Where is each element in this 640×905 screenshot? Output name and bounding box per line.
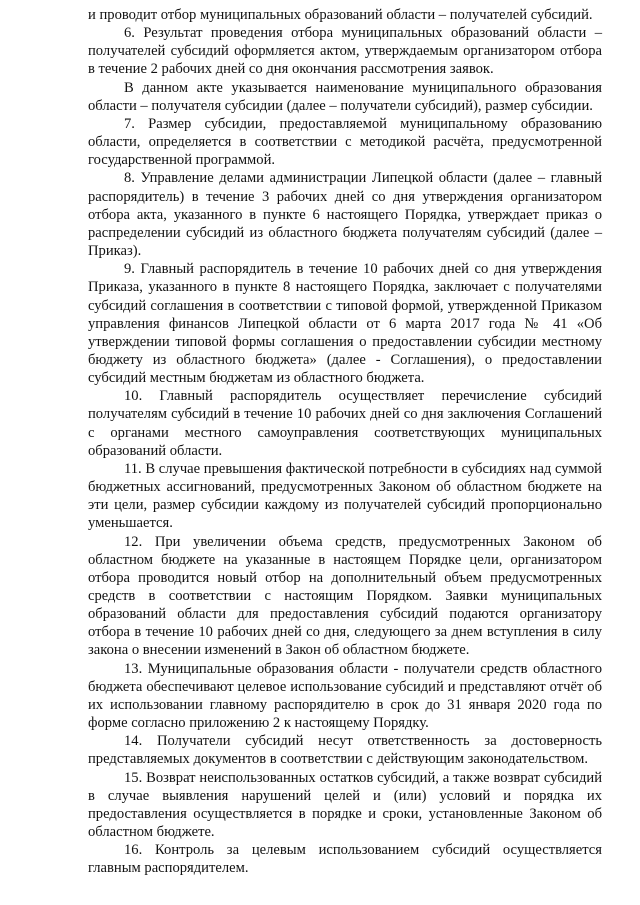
paragraph-item-7: 7. Размер субсидии, предоставляемой муниципальному образованию области, определяется в соответствии с методикой расчёта, предусмотренной государственной программой. — [88, 115, 602, 169]
paragraph-item-8: 8. Управление делами администрации Липецкой области (далее – главный распорядитель) в течение 3 рабочих дней со дня утверждения организатором отбора акта, указанного в пункте 6 настоящего Порядка, утверждает приказ о распределении субсидий из областного бюджета получателям субсидий (далее – Приказ). — [88, 170, 602, 260]
paragraph-item-10: 10. Главный распорядитель осуществляет перечисление субсидий получателям субсидий в течение 10 рабочих дней со дня заключения Соглашений с органами местного самоуправления соответствующих муниципальных образований области. — [88, 388, 602, 459]
paragraph-item-15: 15. Возврат неиспользованных остатков субсидий, а также возврат субсидий в случае выявления нарушений целей и (или) условий и порядка их предоставления осуществляется в порядке и сроки, установленные Законом об областном бюджете. — [88, 769, 602, 841]
paragraph-continuation: и проводит отбор муниципальных образований области – получателей субсидий. — [88, 7, 593, 23]
paragraph-item-14: 14. Получатели субсидий несут ответственность за достоверность представляемых документов в соответствии с действующим законодательством. — [88, 733, 602, 768]
paragraph-item-6-note: В данном акте указывается наименование муниципального образования области – получателя субсидии (далее – получатели субсидий), размер субсидии. — [88, 79, 602, 114]
paragraph-item-6: 6. Результат проведения отбора муниципальных образований области – получателей субсидий оформляется актом, утверждаемым организатором отбора в течение 2 рабочих дней со дня окончания рассмотрения заявок. — [88, 25, 602, 78]
paragraph-item-11: 11. В случае превышения фактической потребности в субсидиях над суммой бюджетных ассигнований, предусмотренных Законом об областном бюджете на эти цели, размер субсидии каждому из получателей субсидий пропорционально уменьшается. — [88, 460, 602, 532]
paragraph-item-13: 13. Муниципальные образования области - получатели средств областного бюджета обеспечивают целевое использование субсидий и представляют отчёт об их использовании главному распорядителю в срок до 31 января 2020 года по форме согласно приложению 2 к настоящему Порядку. — [88, 660, 602, 732]
paragraph-item-16: 16. Контроль за целевым использованием субсидий осуществляется главным распорядителем. — [88, 842, 602, 877]
paragraph-item-12: 12. При увеличении объема средств, предусмотренных Законом об областном бюджете на указанные в настоящем Порядке цели, организатором отбора проводится новый отбор на дополнительный объем предусмотренных средств в соответствии с настоящим Порядком. Заявки муниципальных образований области для предоставления субсидий подаются организатору отбора в течение 10 рабочих дней со дня, следующего за днем вступления в силу закона о внесении изменений в Закон об областном бюджете. — [88, 533, 602, 659]
paragraph-item-9: 9. Главный распорядитель в течение 10 рабочих дней со дня утверждения Приказа, указанного в пункте 8 настоящего Порядка, заключает с получателями субсидий соглашения в соответствии с типовой формой, утвержденной Приказом управления финансов Липецкой области от 6 марта 2017 года № 41 «Об утверждении типовой формы соглашения о предоставлении субсидии местному бюджету из областного бюджета» (далее - Соглашения), о предоставлении субсидий местным бюджетам из областного бюджета. — [88, 261, 602, 387]
